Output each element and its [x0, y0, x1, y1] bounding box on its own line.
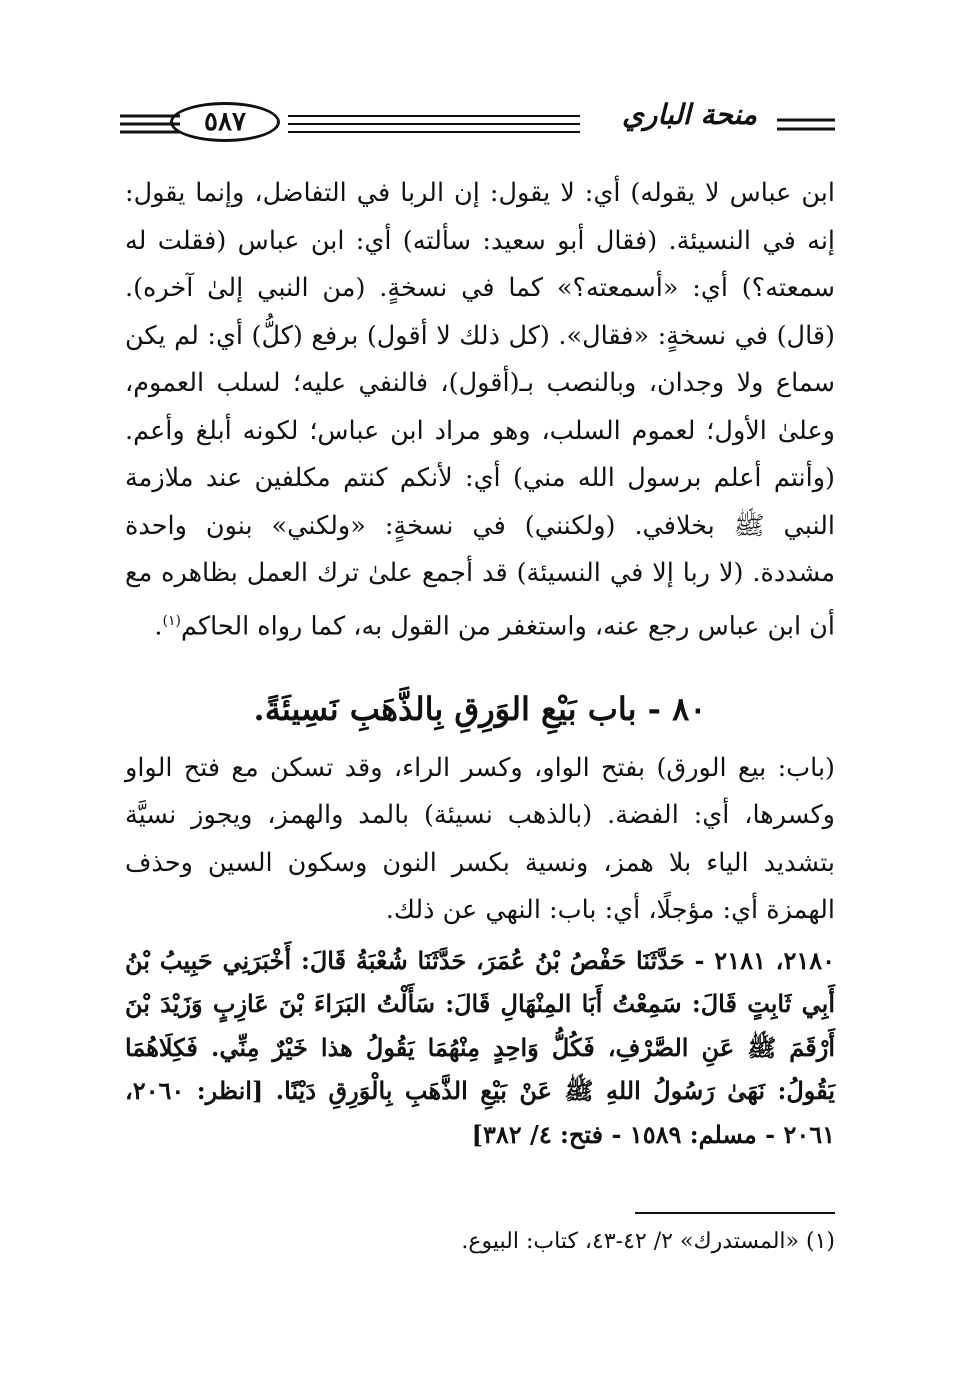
paragraph-end: . [154, 611, 163, 641]
book-title: منحة الباري [621, 98, 757, 131]
page-header [120, 98, 835, 158]
page-number: ٥٨٧ [170, 102, 280, 142]
chapter-heading: ٨٠ - باب بَيْعِ الوَرِقِ بِالذَّهَبِ نَسِيئَةً. [253, 689, 707, 728]
footnote-divider [635, 1212, 835, 1214]
footnote: (١) «المستدرك» ٢/ ٤٢-٤٣، كتاب: البيوع. [461, 1229, 835, 1254]
commentary-paragraph [125, 170, 835, 651]
chapter-commentary: (باب: بيع الورق) بفتح الواو، وكسر الراء، وقد تسكن مع فتح الواو وكسرها، أي: الفضة. (بالذهب نسيئة) بالمد والهمز، ويجوز نسيَّة بتشديد الياء بلا همز، ونسية بكسر النون وسكون السين وحذف الهمزة أي: مؤجلًا، أي: باب: النهي عن ذلك. [125, 752, 835, 925]
header-rule-right [777, 116, 835, 136]
commentary-text: ابن عباس لا يقوله) أي: لا يقول: إن الربا في التفاضل، وإنما يقول: إنه في النسيئة. (فقال أبو سعيد: سألته) أي: ابن عباس (فقلت له سمعته؟) أي: «أسمعته؟» كما في نسخةٍ. (من النبي إلىٰ آخره). (قال) في نسخةٍ: «فقال». (كل ذلك لا أقول) برفع (كلُّ) أي: لم يكن سماع ولا وجدان، وبالنصب بـ(أقول)، فالنفي عليه؛ لسلب العموم، وعلىٰ الأول؛ لعموم السلب، وهو مراد ابن عباس؛ لكونه أبلغ وأعم. (وأنتم أعلم برسول الله مني) أي: لأنكم كنتم مكلفين عند ملازمة النبي ﷺ بخلافي. (ولكنني) في نسخةٍ: «ولكني» بنون واحدة مشددة. (لا ربا إلا في النسيئة) قد أجمع علىٰ ترك العمل بظاهره مع أن ابن عباس رجع عنه، واستغفر من القول به، كما رواه الحاكم [125, 178, 835, 641]
hadith-text: ٢١٨٠، ٢١٨١ - حَدَّثَنَا حَفْصُ بْنُ عُمَرَ، حَدَّثَنَا شُعْبَةُ قَالَ: أَخْبَرَنِي حَبِيبُ بْنُ أَبِي ثَابِتٍ قَالَ: سَمِعْتُ أَبَا المِنْهَالِ قَالَ: سَأَلْتُ البَرَاءَ بْنَ عَازِبٍ وَزَيْدَ بْنَ أَرْقَمَ ﷺ عَنِ الصَّرْفِ، فَكُلُّ وَاحِدٍ مِنْهُمَا يَقُولُ هذا خَيْرٌ مِنِّي. فَكِلَاهُمَا يَقُولُ: نَهَىٰ رَسُولُ اللهِ ﷺ عَنْ بَيْعِ الذَّهَبِ بِالْوَرِقِ دَيْنًا. [انظر: ٢٠٦٠، ٢٠٦١ - مسلم: ١٥٨٩ - فتح: ٤/ ٣٨٢] [125, 945, 835, 1149]
page-body [125, 170, 835, 1156]
footnote-marker[interactable]: (١) [162, 612, 181, 629]
